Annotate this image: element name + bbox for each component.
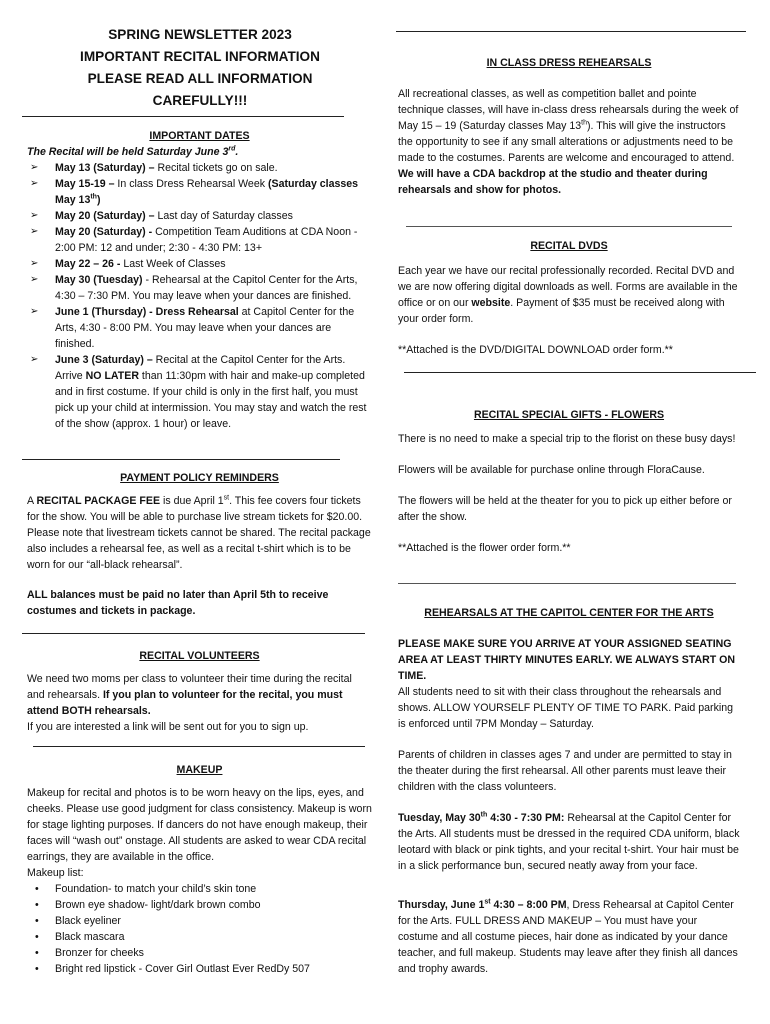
recital-date: The Recital will be held Saturday June 3rd. (27, 145, 239, 158)
capitol-rehearsals-section (398, 605, 740, 977)
balance-paragraph: ALL balances must be paid no later than April 5th to receive costumes and tickets in package. (27, 589, 329, 617)
gifts-paragraph-3: The flowers will be held at the theater for you to pick up either before or after the show. (398, 495, 732, 523)
section-heading: MAKEUP (176, 764, 223, 776)
gifts-section (398, 407, 740, 556)
package-fee-paragraph: A RECITAL PACKAGE FEE is due April 1st. This fee covers four tickets for the show. You will be able to purchase live stream tickets for $20.00. Please note that livestream tickets cannot be shared. The recital package also includes a rehearsal fee, as well as a recital t-shirt which is to be worn for our “all-black rehearsal”. (27, 494, 371, 571)
list-item: • Bronzer for cheeks (27, 945, 372, 961)
list-item: ➢ May 13 (Saturday) – Recital tickets go on sale. (27, 160, 372, 176)
makeup-paragraph: Makeup for recital and photos is to be worn heavy on the lips, eyes, and cheeks. Please use good judgment for class consistency. Makeup is worn for stage lighting purposes. If dancers do not have enough makeup, their faces will “wash out” onstage. All students are asked to wear CDA recital earrings, they are available in the office. (27, 787, 372, 863)
backdrop-paragraph: We will have a CDA backdrop at the studio and theater during rehearsals and show for photos. (398, 168, 708, 196)
section-divider (404, 372, 756, 373)
flower-form-note: **Attached is the flower order form.** (398, 542, 571, 554)
title-divider (22, 116, 344, 117)
list-item: • Foundation- to match your child’s skin tone (27, 881, 372, 897)
list-item: ➢ May 20 (Saturday) - Competition Team Auditions at CDA Noon - 2:00 PM: 12 and under; 2:30 - 4:30 PM: 13+ (27, 224, 372, 256)
newsletter-title (30, 24, 370, 112)
dates-list (27, 160, 372, 432)
title-line-1: SPRING NEWSLETTER 2023 (108, 27, 292, 42)
list-item: • Black eyeliner (27, 913, 372, 929)
title-line-2: IMPORTANT RECITAL INFORMATION (80, 49, 320, 64)
gifts-paragraph-1: There is no need to make a special trip to the florist on these busy days! (398, 433, 736, 445)
list-item: • Black mascara (27, 929, 372, 945)
title-line-3: PLEASE READ ALL INFORMATION (87, 71, 313, 86)
signup-paragraph: If you are interested a link will be sent out for you to sign up. (27, 721, 309, 733)
list-item: ➢ May 22 – 26 - Last Week of Classes (27, 256, 372, 272)
section-heading: RECITAL SPECIAL GIFTS - FLOWERS (473, 409, 665, 421)
section-divider (398, 583, 736, 584)
makeup-list (27, 881, 372, 977)
list-item: • Brown eye shadow- light/dark brown combo (27, 897, 372, 913)
list-item: ➢ June 1 (Thursday) - Dress Rehearsal at Capitol Center for the Arts, 4:30 - 8:00 PM. You may leave when your dances are finished. (27, 304, 372, 352)
payment-section (27, 470, 372, 619)
dress-paragraph: All recreational classes, as well as competition ballet and pointe technique classes, will have in-class dress rehearsals during the week of May 15 – 19 (Saturday classes May 13th). This will give the instructors the opportunity to see if any small alterations or adjustments need to be made to the costumes. Parents are welcome and encouraged to attend. (398, 88, 739, 164)
thursday-paragraph: Thursday, June 1st 4:30 – 8:00 PM, Dress Rehearsal at Capitol Center for the Arts. FULL DRESS AND MAKEUP – You must have your costume and all costume pieces, hair done as indicated by your dance teacher, and full makeup. Students may leave after they finish all dances and trophy awards. (398, 898, 738, 975)
section-divider (22, 459, 340, 460)
section-divider (406, 226, 732, 227)
top-divider (396, 31, 746, 32)
volunteers-section (27, 648, 372, 735)
section-heading: RECITAL DVDS (530, 240, 608, 252)
section-heading: RECITAL VOLUNTEERS (139, 650, 260, 662)
list-item: • Bright red lipstick - Cover Girl Outlast Ever RedDy 507 (27, 961, 372, 977)
parents-paragraph: Parents of children in classes ages 7 and under are permitted to stay in the theater during the first rehearsal. All other parents must leave their children with the class volunteers. (398, 749, 732, 793)
seating-paragraph: All students need to sit with their class throughout the rehearsals and shows. ALLOW YOURSELF PLENTY OF TIME TO PARK. Paid parking is enforced until 7PM Monday – Saturday. (398, 686, 734, 730)
volunteers-paragraph: We need two moms per class to volunteer their time during the recital and rehearsals. If you plan to volunteer for the recital, you must attend BOTH rehearsals. (27, 673, 352, 717)
makeup-section (27, 762, 372, 977)
list-item: ➢ June 3 (Saturday) – Recital at the Capitol Center for the Arts. Arrive NO LATER than 11:30pm with hair and make-up completed and in first costume. If your child is only in the first half, you must pick up your child at intermission. You may stay and watch the rest of the show (approx. 1 hour) or leave. (27, 352, 372, 432)
makeup-list-label: Makeup list: (27, 867, 84, 879)
tuesday-paragraph: Tuesday, May 30th 4:30 - 7:30 PM: Rehearsal at the Capitol Center for the Arts. All students must be dressed in the required CDA uniform, black leotard with black or pink tights, and your recital t-shirt. Your hair must be in a slick performance bun, secured neatly away from your face. (398, 811, 740, 872)
section-heading: PAYMENT POLICY REMINDERS (120, 472, 279, 484)
title-line-4: CAREFULLY!!! (152, 93, 248, 108)
list-item: ➢ May 15-19 – In class Dress Rehearsal Week (Saturday classes May 13th) (27, 176, 372, 208)
dvd-form-note: **Attached is the DVD/DIGITAL DOWNLOAD order form.** (398, 344, 673, 356)
section-heading: IN CLASS DRESS REHEARSALS (486, 57, 652, 69)
dvds-section (398, 238, 740, 358)
dress-rehearsal-section (398, 55, 740, 198)
list-item: ➢ May 30 (Tuesday) - Rehearsal at the Capitol Center for the Arts, 4:30 – 7:30 PM. You may leave when your dances are finished. (27, 272, 372, 304)
list-item: ➢ May 20 (Saturday) – Last day of Saturday classes (27, 208, 372, 224)
section-divider (33, 746, 365, 747)
section-divider (22, 633, 365, 634)
dvds-paragraph: Each year we have our recital professionally recorded. Recital DVD and we are now offering digital downloads as well. Forms are available in the office or on our website. Payment of $35 must be received along with your order form. (398, 265, 738, 325)
section-heading: REHEARSALS AT THE CAPITOL CENTER FOR THE ARTS (424, 607, 714, 619)
gifts-paragraph-2: Flowers will be available for purchase online through FloraCause. (398, 464, 705, 476)
section-heading: IMPORTANT DATES (149, 130, 250, 142)
important-dates-section (27, 128, 372, 432)
arrival-paragraph: PLEASE MAKE SURE YOU ARRIVE AT YOUR ASSIGNED SEATING AREA AT LEAST THIRTY MINUTES EARLY. WE ALWAYS START ON TIME. (398, 638, 736, 682)
